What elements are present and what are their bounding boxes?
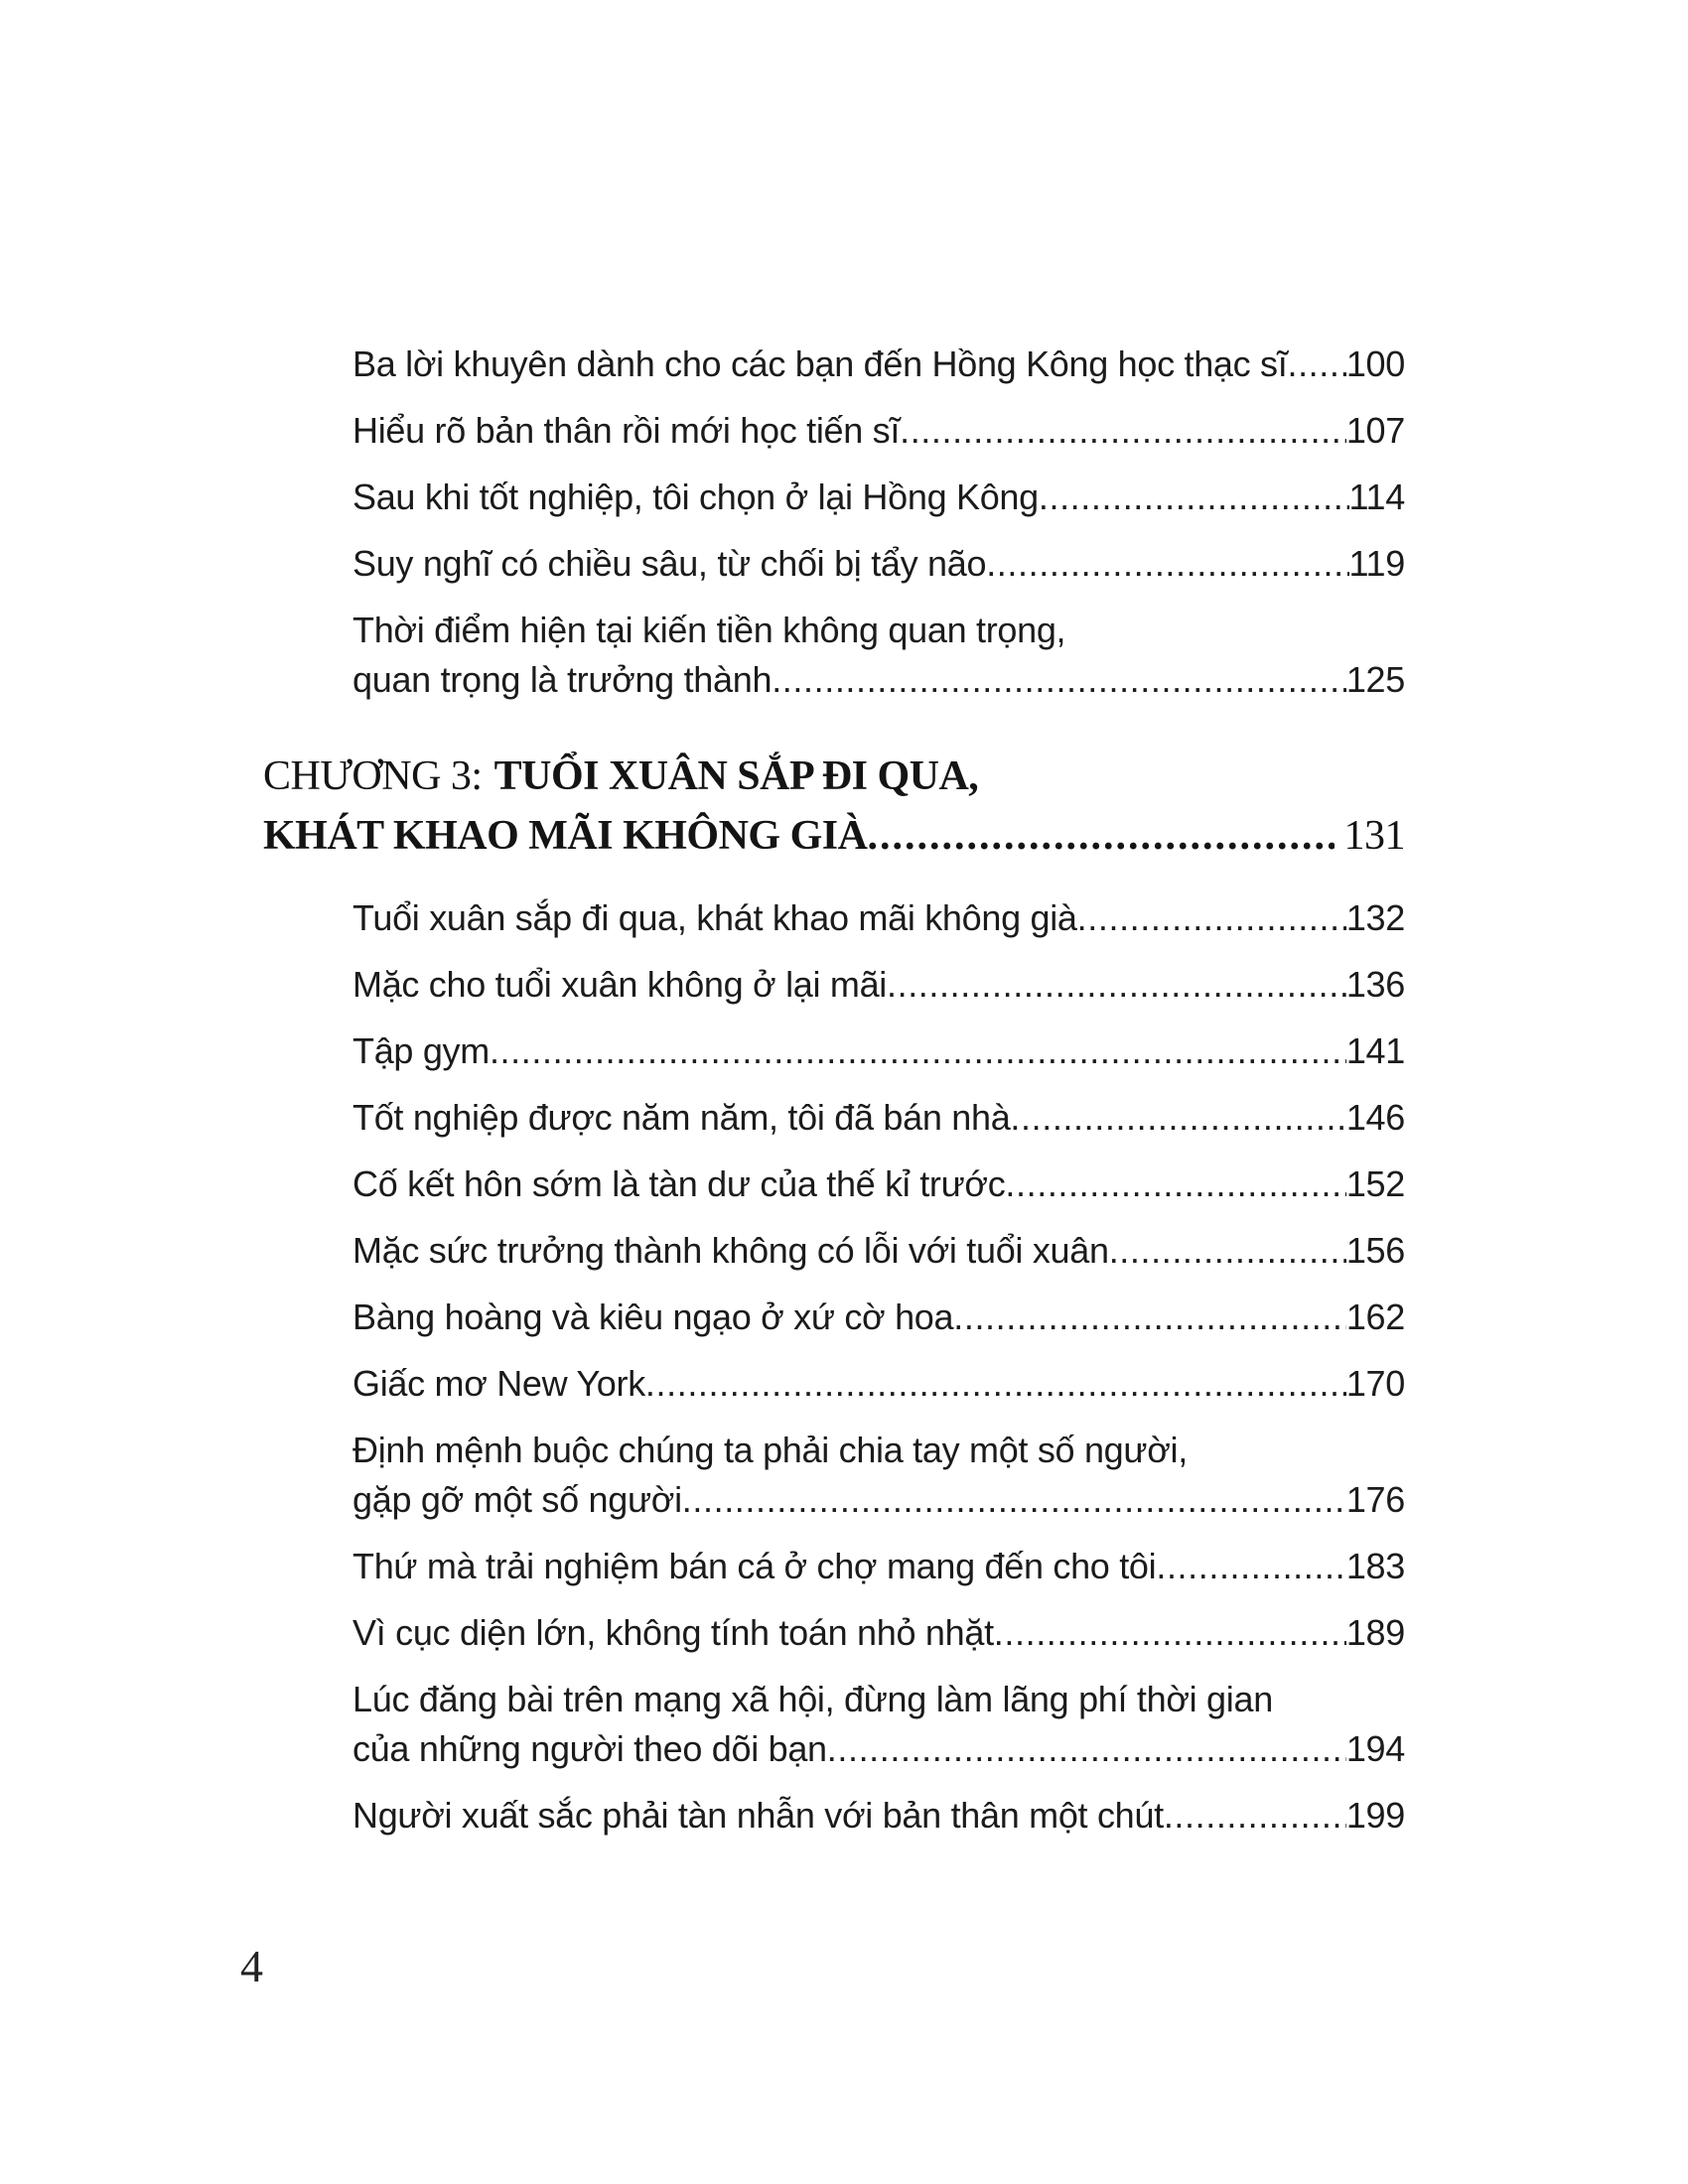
toc-entry-line2 [352,660,1405,700]
toc-entry-page: 146 [1345,1097,1405,1138]
toc-entry-title: Suy nghĩ có chiều sâu, từ chối bị tẩy não [352,543,987,584]
toc-entry [263,1297,1405,1337]
toc-entry [263,1796,1405,1836]
toc-entry-title: Sau khi tốt nghiệp, tôi chọn ở lại Hồng Kông [352,477,1039,517]
dot-leader [772,660,1346,700]
dot-leader [1005,1164,1345,1204]
toc-entry [263,544,1405,584]
dot-leader [827,1729,1346,1769]
toc-entry-title-line1: Lúc đăng bài trên mạng xã hội, đừng làm lãng phí thời gian [352,1679,1273,1719]
toc-entry-title: Cố kết hôn sớm là tàn dư của thế kỉ trước [352,1163,1006,1204]
toc-entry [263,611,1405,700]
toc-entry-title: Bàng hoàng và kiêu ngạo ở xứ cờ hoa [352,1297,954,1337]
toc-chapter-heading [263,752,1405,860]
chapter-title-text: TUỔI XUÂN SẮP ĐI QUA, [493,753,979,799]
toc-entry [263,1613,1405,1653]
toc-entry-page: 125 [1345,659,1405,700]
dot-leader [1164,1796,1346,1836]
toc-entry-page: 194 [1345,1728,1405,1769]
toc-entry-page: 119 [1348,543,1405,584]
dot-leader [867,812,1334,860]
toc-entry-title-line1: Thời điểm hiện tại kiến tiền không quan trọng, [352,610,1066,650]
chapter-title-line2 [263,812,1405,860]
toc-entry-page: 189 [1345,1612,1405,1653]
toc-entry-title-line1: Định mệnh buộc chúng ta phải chia tay một số người, [352,1430,1188,1470]
toc-entry [263,1031,1405,1071]
chapter-number-label: CHƯƠNG 3: [263,753,483,799]
dot-leader [1287,344,1345,384]
toc-entry-page: 176 [1345,1479,1405,1520]
toc-entry-title: Người xuất sắc phải tàn nhẫn với bản thân một chút [352,1795,1164,1836]
toc-entry-line2 [352,1480,1405,1520]
toc-list [263,344,1405,1836]
dot-leader [645,1364,1346,1404]
toc-chapter-page: 131 [1343,813,1405,859]
dot-leader [1156,1547,1345,1586]
toc-entry-title-line2: của những người theo dõi bạn [352,1728,827,1769]
toc-entry [263,1680,1405,1769]
toc-entry-page: 183 [1345,1546,1405,1586]
dot-leader [887,965,1346,1005]
dot-leader [1077,898,1346,938]
toc-entry-page: 152 [1345,1163,1405,1204]
toc-entry-title: Tuổi xuân sắp đi qua, khát khao mãi không già [352,897,1077,938]
toc-entry [263,1431,1405,1520]
toc-entry-title: Vì cục diện lớn, không tính toán nhỏ nhặt [352,1612,994,1653]
toc-entry-page: 199 [1345,1795,1405,1836]
toc-entry-page: 156 [1345,1230,1405,1271]
toc-entry-title: Thứ mà trải nghiệm bán cá ở chợ mang đến cho tôi [352,1546,1157,1586]
dot-leader [900,411,1346,451]
toc-entry-page: 170 [1345,1363,1405,1404]
toc-entry [263,965,1405,1005]
toc-entry-title: Giấc mơ New York [352,1363,645,1404]
toc-entry-title: Tốt nghiệp được năm năm, tôi đã bán nhà [352,1097,1011,1138]
dot-leader [986,544,1348,584]
chapter-title-line1 [263,752,1405,800]
chapter-title-text: KHÁT KHAO MÃI KHÔNG GIÀ [263,813,868,859]
toc-entry-title: Hiểu rõ bản thân rồi mới học tiến sĩ [352,410,901,451]
dot-leader [1039,478,1349,517]
dot-leader [490,1031,1346,1071]
page-number: 4 [240,1941,263,1991]
toc-entry [263,1164,1405,1204]
toc-entry [263,411,1405,451]
toc-entry-title-line2: gặp gỡ một số người [352,1479,682,1520]
toc-entry-page: 136 [1345,964,1405,1005]
toc-entry [263,1098,1405,1138]
toc-entry-line2 [352,1729,1405,1769]
dot-leader [682,1480,1346,1520]
toc-entry [263,1231,1405,1271]
dot-leader [1010,1098,1345,1138]
dot-leader [953,1297,1346,1337]
dot-leader [1109,1231,1346,1271]
toc-entry-title: Mặc sức trưởng thành không có lỗi với tuổi xuân [352,1230,1109,1271]
toc-entry-page: 132 [1345,897,1405,938]
toc-entry-page: 107 [1345,410,1405,451]
toc-entry [263,1547,1405,1586]
toc-entry-page: 114 [1348,477,1405,517]
toc-entry-title: Tập gym [352,1030,490,1071]
toc-entry-title: Mặc cho tuổi xuân không ở lại mãi [352,964,887,1005]
toc-entry-title: Ba lời khuyên dành cho các bạn đến Hồng Kông học thạc sĩ [352,343,1288,384]
toc-entry-page: 100 [1345,343,1405,384]
toc-entry-title-line2: quan trọng là trưởng thành [352,659,773,700]
toc-entry [263,478,1405,517]
toc-entry [263,344,1405,384]
toc-entry-page: 141 [1345,1030,1405,1071]
toc-entry [263,1364,1405,1404]
toc-entry-page: 162 [1345,1297,1405,1337]
dot-leader [994,1613,1346,1653]
toc-entry [263,898,1405,938]
